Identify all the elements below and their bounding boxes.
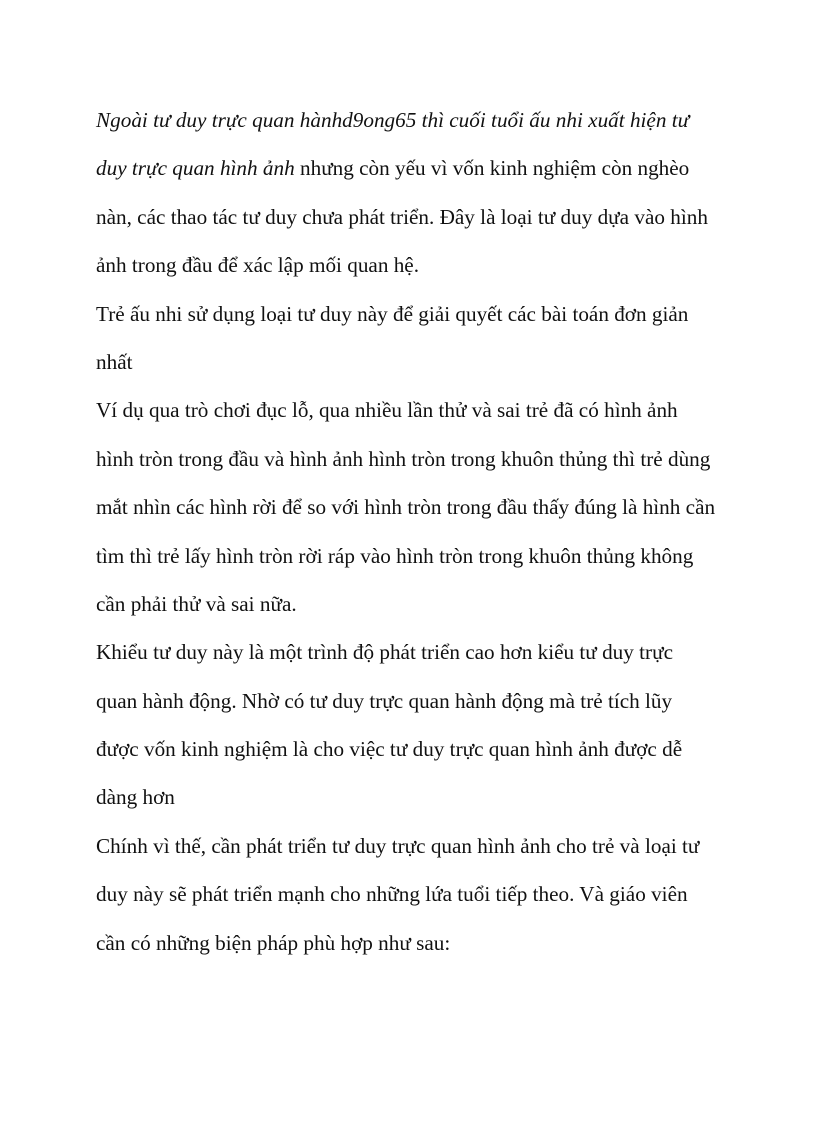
text-run: nàn, các thao tác tư duy chưa phát triển. Đây là loại tư duy dựa vào hình xyxy=(96,204,708,229)
text-run: tìm thì trẻ lấy hình tròn rời ráp vào hình tròn trong khuôn thủng không xyxy=(96,543,694,568)
text-run: cần phải thử và sai nữa. xyxy=(96,591,297,616)
text-run: cần có những biện pháp phù hợp như sau: xyxy=(96,930,451,955)
paragraph-p2 xyxy=(96,290,736,387)
text-run: hình tròn trong đầu và hình ảnh hình tròn trong khuôn thủng thì trẻ dùng xyxy=(96,446,711,471)
text-line xyxy=(96,144,736,192)
paragraph-p5 xyxy=(96,822,736,967)
text-line xyxy=(96,919,736,967)
text-run: mắt nhìn các hình rời để so với hình tròn trong đầu thấy đúng là hình cần xyxy=(96,495,716,520)
text-run: nhất xyxy=(96,349,133,374)
text-run: quan hành động. Nhờ có tư duy trực quan hành động mà trẻ tích lũy xyxy=(96,688,673,713)
text-run: nhưng còn yếu vì vốn kinh nghiệm còn nghèo xyxy=(294,156,690,181)
text-run: Ví dụ qua trò chơi đục lỗ, qua nhiều lần thử và sai trẻ đã có hình ảnh xyxy=(96,398,678,423)
text-line xyxy=(96,241,736,289)
text-line xyxy=(96,677,736,725)
italic-text-run: duy trực quan hình ảnh xyxy=(96,156,295,181)
text-run: Trẻ ấu nhi sử dụng loại tư duy này để giải quyết các bài toán đơn giản xyxy=(96,301,689,326)
text-line xyxy=(96,773,736,821)
paragraph-p4 xyxy=(96,628,736,822)
text-line xyxy=(96,435,736,483)
text-run: dàng hơn xyxy=(96,785,175,810)
text-line xyxy=(96,532,736,580)
text-run: được vốn kinh nghiệm là cho việc tư duy trực quan hình ảnh được dễ xyxy=(96,737,683,762)
text-line xyxy=(96,290,736,338)
text-line xyxy=(96,483,736,531)
paragraph-p3 xyxy=(96,386,736,628)
text-line xyxy=(96,822,736,870)
document-page xyxy=(96,96,736,967)
text-line xyxy=(96,870,736,918)
text-run: Chính vì thế, cần phát triển tư duy trực quan hình ảnh cho trẻ và loại tư xyxy=(96,833,700,858)
text-run: duy này sẽ phát triển mạnh cho những lứa tuổi tiếp theo. Và giáo viên xyxy=(96,882,688,907)
text-line xyxy=(96,96,736,144)
text-line xyxy=(96,628,736,676)
text-line xyxy=(96,386,736,434)
italic-text-run: Ngoài tư duy trực quan hànhd9ong65 thì cuối tuổi ấu nhi xuất hiện tư xyxy=(96,108,690,132)
text-run: Khiểu tư duy này là một trình độ phát triển cao hơn kiểu tư duy trực xyxy=(96,640,673,665)
text-line xyxy=(96,725,736,773)
paragraph-p1 xyxy=(96,96,736,290)
text-line xyxy=(96,193,736,241)
text-line xyxy=(96,580,736,628)
text-line xyxy=(96,338,736,386)
text-run: ảnh trong đầu để xác lập mối quan hệ. xyxy=(96,253,420,278)
